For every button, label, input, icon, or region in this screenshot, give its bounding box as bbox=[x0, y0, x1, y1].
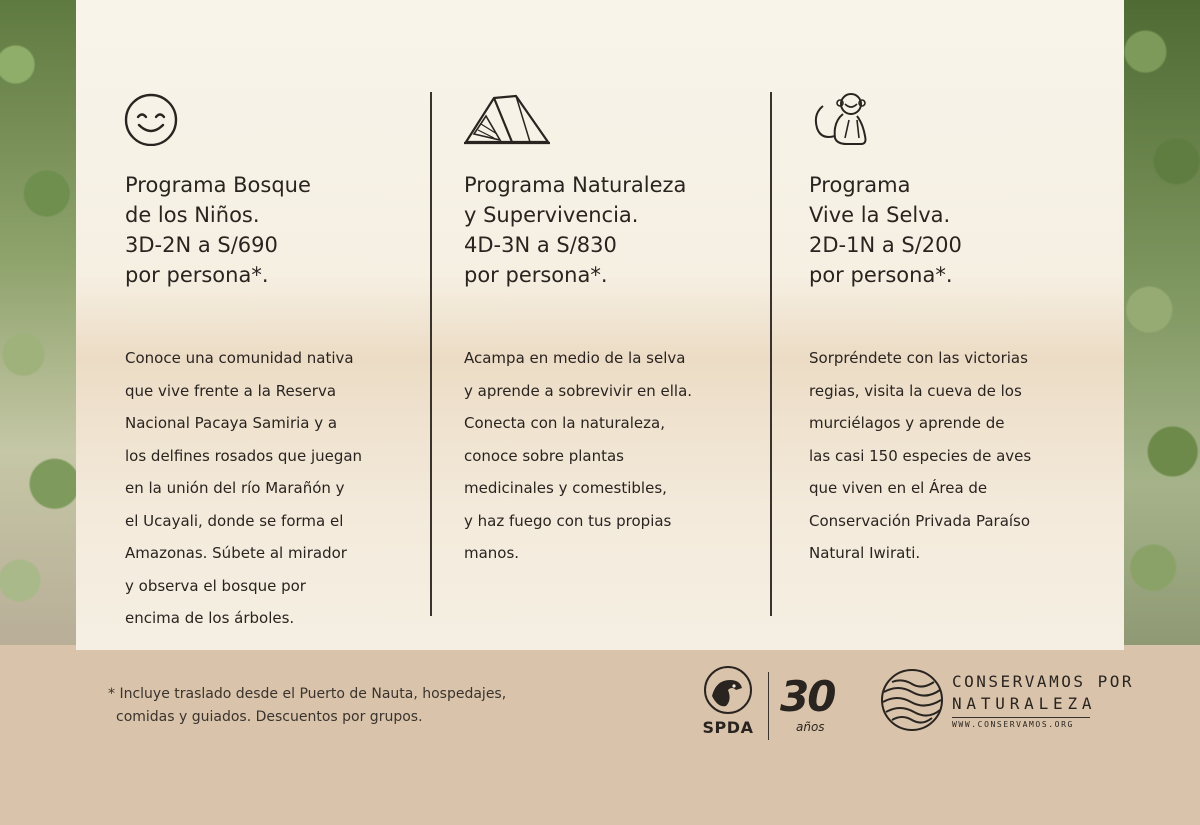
program-description bbox=[125, 342, 362, 635]
program-price-line: por persona*. bbox=[809, 263, 953, 287]
description-line: medicinales y comestibles, bbox=[464, 479, 667, 497]
footnote-line: comidas y guiados. Descuentos por grupos. bbox=[116, 709, 423, 725]
monkey-icon bbox=[809, 90, 873, 148]
program-column-2 bbox=[464, 90, 692, 570]
program-price-line: 2D-1N a S/200 bbox=[809, 233, 962, 257]
description-line: murciélagos y aprende de bbox=[809, 414, 1005, 432]
footnote bbox=[108, 683, 506, 729]
program-description bbox=[464, 342, 692, 570]
description-line: los delfines rosados que juegan bbox=[125, 446, 363, 465]
description-line: Conoce una comunidad nativa bbox=[125, 349, 354, 367]
forest-left-photo bbox=[0, 0, 78, 645]
program-price-line: 4D-3N a S/830 bbox=[464, 233, 617, 257]
program-title-line: Vive la Selva. bbox=[809, 203, 951, 227]
footnote-line: * Incluye traslado desde el Puerto de Nauta, hospedajes, bbox=[108, 686, 507, 702]
description-line: Nacional Pacaya Samiria y a bbox=[125, 414, 338, 432]
program-title bbox=[464, 170, 692, 290]
program-price-line: por persona*. bbox=[464, 263, 608, 287]
program-price-line: 3D-2N a S/690 bbox=[125, 233, 278, 257]
description-line: y haz fuego con tus propias bbox=[464, 511, 672, 530]
tent-icon bbox=[464, 90, 552, 146]
description-line: Sorpréndete con las victorias bbox=[809, 349, 1028, 367]
column-divider bbox=[430, 92, 432, 616]
description-line: regias, visita la cueva de los bbox=[809, 381, 1022, 400]
program-title-line: Programa bbox=[809, 173, 911, 197]
smiley-icon bbox=[124, 90, 180, 146]
program-title bbox=[809, 170, 1031, 290]
spda-logo-text: SPDA bbox=[702, 718, 754, 737]
description-line: que vive frente a la Reserva bbox=[125, 381, 337, 400]
description-line: manos. bbox=[464, 544, 520, 562]
conservamos-globe-logo-icon bbox=[880, 668, 944, 732]
description-line: Conservación Privada Paraíso bbox=[809, 511, 1031, 530]
anniversary-number: 30 bbox=[780, 672, 835, 721]
column-divider bbox=[770, 92, 772, 616]
description-line: Amazonas. Súbete al mirador bbox=[125, 544, 347, 562]
program-price-line: por persona*. bbox=[125, 263, 269, 287]
program-column-1 bbox=[125, 90, 362, 635]
conservamos-logo-line1: CONSERVAMOS POR bbox=[952, 672, 1134, 691]
program-title bbox=[125, 170, 362, 290]
forest-right-photo bbox=[1122, 0, 1200, 645]
program-title-line: de los Niños. bbox=[125, 203, 260, 227]
program-title-line: Programa Naturaleza bbox=[464, 173, 687, 197]
conservamos-logo-line2: NATURALEZA bbox=[952, 694, 1097, 713]
program-title-line: Programa Bosque bbox=[125, 173, 311, 197]
description-line: Conecta con la naturaleza, bbox=[464, 414, 665, 432]
program-title-line: y Supervivencia. bbox=[464, 203, 639, 227]
description-line: conoce sobre plantas bbox=[464, 446, 624, 465]
description-line: el Ucayali, donde se forma el bbox=[125, 511, 344, 530]
conservamos-logo-rule bbox=[952, 717, 1090, 718]
description-line: encima de los árboles. bbox=[125, 609, 295, 627]
conservamos-url: WWW.CONSERVAMOS.ORG bbox=[952, 720, 1074, 729]
logo-divider bbox=[768, 672, 769, 740]
description-line: y aprende a sobrevivir en ella. bbox=[464, 381, 693, 400]
description-line: y observa el bosque por bbox=[125, 576, 306, 595]
program-description bbox=[809, 342, 1031, 570]
program-column-3 bbox=[809, 90, 1031, 570]
description-line: las casi 150 especies de aves bbox=[809, 446, 1032, 465]
description-line: Natural Iwirati. bbox=[809, 544, 921, 562]
anniversary-word: años bbox=[796, 720, 825, 734]
description-line: en la unión del río Marañón y bbox=[125, 479, 345, 497]
description-line: Acampa en medio de la selva bbox=[464, 349, 686, 367]
spda-bird-logo-icon bbox=[700, 666, 756, 718]
description-line: que viven en el Área de bbox=[809, 479, 988, 497]
